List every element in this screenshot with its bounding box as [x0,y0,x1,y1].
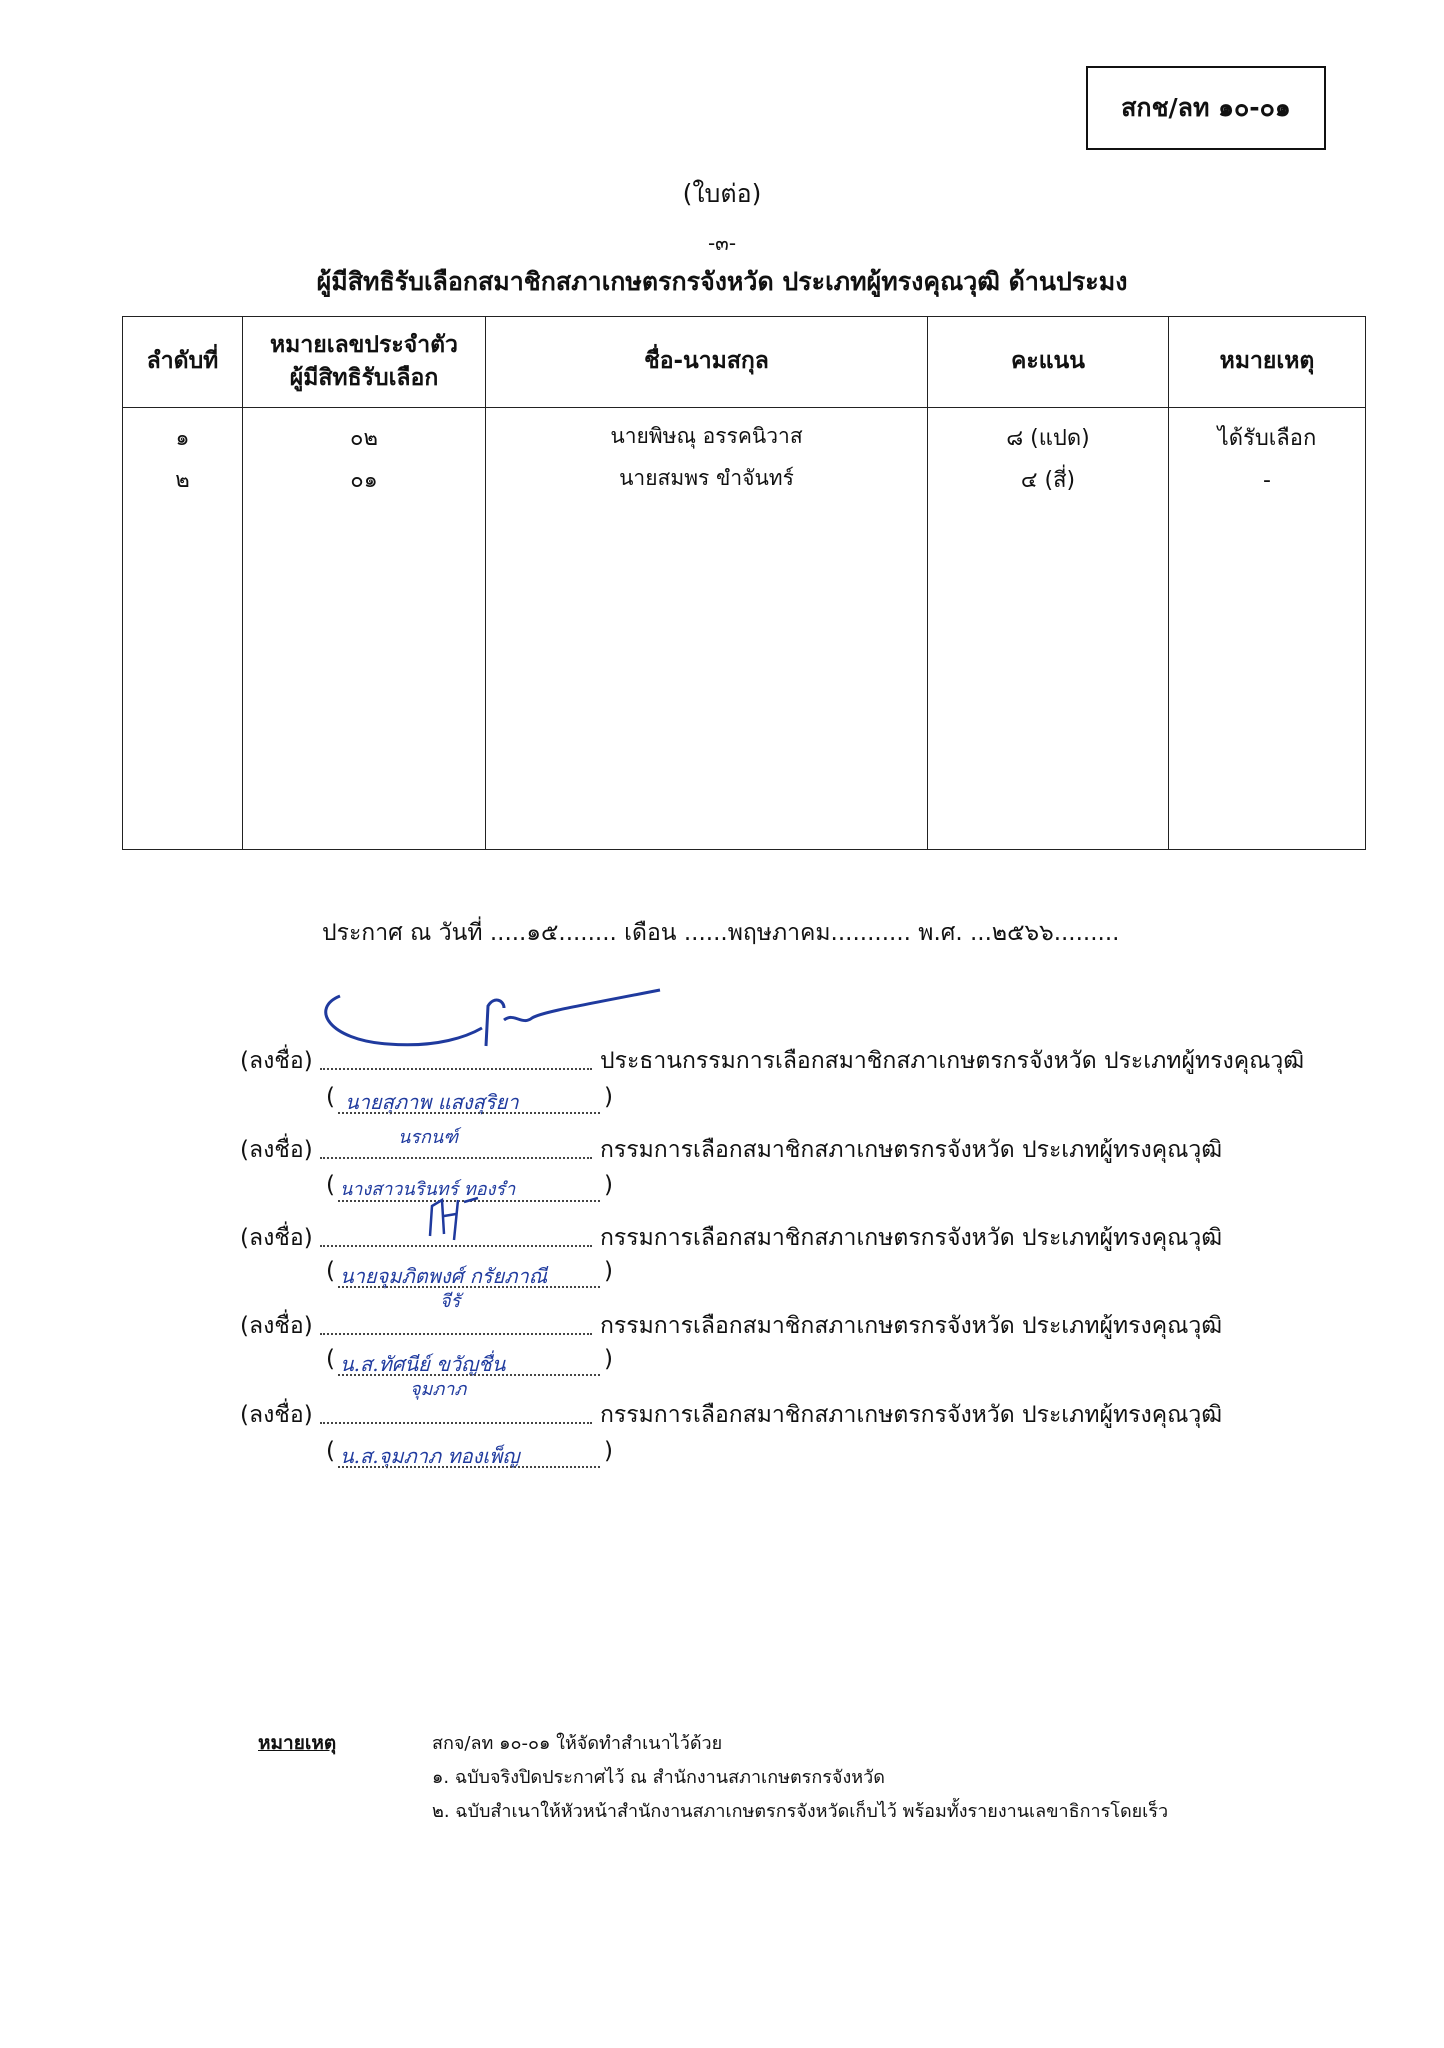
row-order: ๑ [175,426,190,451]
name-line-5 [338,1466,600,1468]
handwritten-sign-5: จุมภาภ [410,1379,467,1400]
name-line-4 [338,1374,600,1376]
close-paren-3: ) [604,1258,613,1284]
handwritten-sign-4: จีรั [440,1291,461,1312]
row-id: ๐๑ [350,468,378,493]
row-score: ๘ (แปด) [1006,426,1090,451]
form-code: สกช/ลท ๑๐-๐๑ [1121,93,1291,122]
signature-line-3 [320,1245,592,1247]
header-score: คะแนน [928,317,1169,408]
sign-label-5: (ลงชื่อ) [240,1402,313,1428]
row-score: ๔ (สี่) [1020,468,1076,493]
notes-line-1: ๑. ฉบับจริงปิดประกาศไว้ ณ สำนักงานสภาเกษตรกรจังหวัด [432,1767,885,1788]
header-id [243,317,486,408]
announcement-date: ประกาศ ณ วันที่ .....๑๕........ เดือน ......พฤษภาคม........... พ.ศ. ...๒๕๖๖......... [322,920,1120,946]
sign-label-1: (ลงชื่อ) [240,1048,313,1074]
candidate-table [122,316,1366,850]
close-paren-1: ) [604,1084,613,1110]
header-name: ชื่อ-นามสกุล [486,317,928,408]
signature-line-4 [320,1333,592,1335]
open-paren-1: ( [326,1084,335,1110]
handwritten-name-1: นายสุภาพ แสงสุริยา [345,1090,519,1114]
remark-column [1169,408,1366,850]
open-paren-3: ( [326,1258,335,1284]
continuation-label: (ใบต่อ) [682,179,762,208]
row-order: ๒ [175,468,190,493]
close-paren-4: ) [604,1346,613,1372]
row-remark: - [1263,468,1271,493]
notes-line-0: สกจ/ลท ๑๐-๐๑ ให้จัดทำสำเนาไว้ด้วย [432,1733,723,1754]
handwritten-name-2: นางสาวนรินทร์ ทองรำ [340,1179,516,1200]
handwritten-sign-2: นรกนฑ์ [398,1127,459,1148]
member-signature-mark-3 [424,1196,484,1242]
open-paren-4: ( [326,1346,335,1372]
notes-line-2: ๒. ฉบับสำเนาให้หัวหน้าสำนักงานสภาเกษตรกรจังหวัดเก็บไว้ พร้อมทั้งรายงานเลขาธิการโดยเร็ว [432,1801,1169,1822]
handwritten-name-4: น.ส.ทัศนีย์ ขวัญชื่น [340,1352,506,1376]
id-column [243,408,486,850]
name-column [486,408,928,850]
form-code-box [1086,66,1326,150]
name-line-1 [338,1112,600,1114]
page-number: -๓- [707,231,737,255]
header-id-line1: หมายเลขประจำตัว [270,331,458,358]
member-role-5: กรรมการเลือกสมาชิกสภาเกษตรกรจังหวัด ประเภทผู้ทรงคุณวุฒิ [600,1402,1223,1428]
score-column [928,408,1169,850]
open-paren-5: ( [326,1438,335,1464]
member-role-3: กรรมการเลือกสมาชิกสภาเกษตรกรจังหวัด ประเภทผู้ทรงคุณวุฒิ [600,1225,1223,1251]
notes-title: หมายเหตุ [258,1732,337,1754]
row-remark: ได้รับเลือก [1217,426,1317,451]
sign-label-2: (ลงชื่อ) [240,1137,313,1163]
member-role-4: กรรมการเลือกสมาชิกสภาเกษตรกรจังหวัด ประเภทผู้ทรงคุณวุฒิ [600,1313,1223,1339]
header-order: ลำดับที่ [123,317,243,408]
row-id: ๐๒ [350,426,378,451]
sign-label-3: (ลงชื่อ) [240,1225,313,1251]
table-body-row [123,408,1366,850]
row-name: นายพิษณุ อรรคนิวาส [610,424,803,448]
table-header-row [123,317,1366,408]
name-line-3 [338,1286,600,1288]
member-role-2: กรรมการเลือกสมาชิกสภาเกษตรกรจังหวัด ประเภทผู้ทรงคุณวุฒิ [600,1137,1223,1163]
close-paren-2: ) [604,1172,613,1198]
header-id-line2: ผู้มีสิทธิรับเลือก [289,365,439,391]
handwritten-name-3: นายจุมภิตพงศ์ กรัยภาณี [340,1264,548,1288]
row-name: นายสมพร ขำจันทร์ [619,466,794,490]
order-column [123,408,243,850]
close-paren-5: ) [604,1438,613,1464]
header-remark: หมายเหตุ [1169,317,1366,408]
chair-role: ประธานกรรมการเลือกสมาชิกสภาเกษตรกรจังหวัด ประเภทผู้ทรงคุณวุฒิ [600,1048,1305,1074]
signature-line-2 [320,1157,592,1159]
handwritten-name-5: น.ส.จุมภาภ ทองเพ็ญ [340,1444,520,1468]
signature-line-1 [320,1068,592,1070]
document-title: ผู้มีสิทธิรับเลือกสมาชิกสภาเกษตรกรจังหวัด ประเภทผู้ทรงคุณวุฒิ ด้านประมง [316,267,1128,296]
signature-line-5 [320,1422,592,1424]
open-paren-2: ( [326,1172,335,1198]
sign-label-4: (ลงชื่อ) [240,1313,313,1339]
